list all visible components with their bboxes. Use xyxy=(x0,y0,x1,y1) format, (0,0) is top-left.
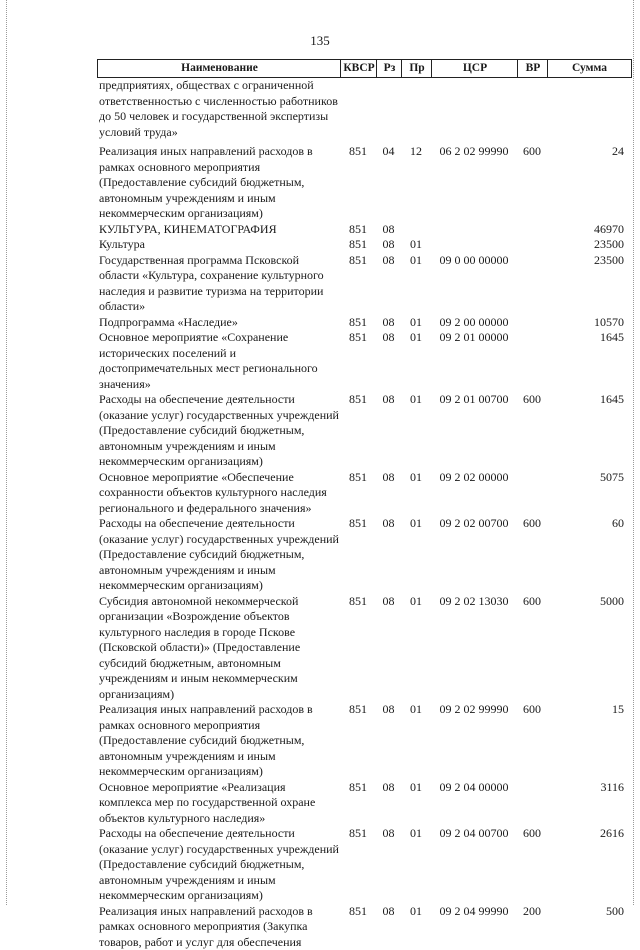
row-csr: 09 2 01 00000 xyxy=(431,330,517,346)
table-row xyxy=(97,702,632,780)
table-header xyxy=(97,59,632,78)
row-vr: 600 xyxy=(517,594,547,610)
row-name: Культура xyxy=(97,237,339,253)
row-sum: 23500 xyxy=(547,237,624,253)
row-kvsr: 851 xyxy=(340,315,376,331)
row-rz: 08 xyxy=(376,222,401,238)
budget-table xyxy=(97,59,632,950)
table-body xyxy=(97,78,632,950)
row-vr: 600 xyxy=(517,392,547,408)
header-sum: Сумма xyxy=(547,60,632,77)
row-name: предприятиях, обществах с ограниченной ответственностью с численностью работников до 50 человек и государственной экспертизы условий труда» xyxy=(97,78,339,140)
row-sum: 5000 xyxy=(547,594,624,610)
row-name: Расходы на обеспечение деятельности (оказание услуг) государственных учреждений (Предоставление субсидий бюджетным, автономным учреждениям и иным некоммерческим организациям) xyxy=(97,516,339,594)
row-csr: 09 2 04 99990 xyxy=(431,904,517,920)
row-name: Расходы на обеспечение деятельности (оказание услуг) государственных учреждений (Предоставление субсидий бюджетным, автономным учреждениям и иным некоммерческим организациям) xyxy=(97,826,339,904)
table-row xyxy=(97,222,632,238)
table-row xyxy=(97,78,632,140)
table-row xyxy=(97,780,632,827)
row-name: КУЛЬТУРА, КИНЕМАТОГРАФИЯ xyxy=(97,222,339,238)
table-row xyxy=(97,594,632,703)
row-kvsr: 851 xyxy=(340,392,376,408)
table-row xyxy=(97,237,632,253)
row-name: Основное мероприятие «Реализация комплекса мер по государственной охране объектов культурного наследия» xyxy=(97,780,339,827)
row-sum: 1645 xyxy=(547,392,624,408)
row-sum: 500 xyxy=(547,904,624,920)
row-csr: 09 2 04 00700 xyxy=(431,826,517,842)
row-kvsr: 851 xyxy=(340,330,376,346)
table-row xyxy=(97,826,632,904)
row-pr: 01 xyxy=(401,780,431,796)
row-pr: 12 xyxy=(401,144,431,160)
row-name: Основное мероприятие «Обеспечение сохранности объектов культурного наследия регионального и федерального значения» xyxy=(97,470,339,517)
row-kvsr: 851 xyxy=(340,516,376,532)
row-rz: 08 xyxy=(376,702,401,718)
row-kvsr: 851 xyxy=(340,826,376,842)
row-name: Реализация иных направлений расходов в рамках основного мероприятия (Закупка товаров, работ и услуг для обеспечения xyxy=(97,904,339,950)
row-kvsr: 851 xyxy=(340,702,376,718)
row-pr: 01 xyxy=(401,237,431,253)
table-row xyxy=(97,904,632,950)
row-pr: 01 xyxy=(401,826,431,842)
row-rz: 08 xyxy=(376,516,401,532)
row-vr: 600 xyxy=(517,702,547,718)
row-rz: 08 xyxy=(376,780,401,796)
row-rz: 08 xyxy=(376,594,401,610)
row-vr: 200 xyxy=(517,904,547,920)
row-kvsr: 851 xyxy=(340,780,376,796)
row-kvsr: 851 xyxy=(340,470,376,486)
row-sum: 15 xyxy=(547,702,624,718)
row-sum: 3116 xyxy=(547,780,624,796)
row-pr: 01 xyxy=(401,594,431,610)
row-name: Подпрограмма «Наследие» xyxy=(97,315,339,331)
row-name: Реализация иных направлений расходов в рамках основного мероприятия (Предоставление субсидий бюджетным, автономным учреждениям и иным некоммерческим организациям) xyxy=(97,702,339,780)
row-name: Основное мероприятие «Сохранение исторических поселений и достопримечательных мест регионального значения» xyxy=(97,330,339,392)
scan-left-edge xyxy=(6,0,8,905)
row-sum: 23500 xyxy=(547,253,624,269)
header-pr: Пр xyxy=(401,60,432,77)
row-pr: 01 xyxy=(401,516,431,532)
row-csr: 09 0 00 00000 xyxy=(431,253,517,269)
row-name: Субсидия автономной некоммерческой организации «Возрождение объектов культурного наследия в городе Пскове (Псковской области)» (Предоставление субсидий бюджетным, автономным учреждениям и иным некоммерческим организациям) xyxy=(97,594,339,703)
table-row xyxy=(97,253,632,315)
row-pr: 01 xyxy=(401,392,431,408)
row-sum: 1645 xyxy=(547,330,624,346)
row-csr: 09 2 02 00000 xyxy=(431,470,517,486)
row-csr: 09 2 04 00000 xyxy=(431,780,517,796)
row-csr: 09 2 02 00700 xyxy=(431,516,517,532)
table-row xyxy=(97,144,632,222)
row-rz: 08 xyxy=(376,904,401,920)
row-kvsr: 851 xyxy=(340,253,376,269)
row-rz: 08 xyxy=(376,470,401,486)
row-csr: 09 2 02 13030 xyxy=(431,594,517,610)
table-row xyxy=(97,315,632,331)
row-pr: 01 xyxy=(401,315,431,331)
row-rz: 08 xyxy=(376,315,401,331)
row-sum: 60 xyxy=(547,516,624,532)
row-name: Государственная программа Псковской области «Культура, сохранение культурного наследия и развитие туризма на территории области» xyxy=(97,253,339,315)
row-name: Расходы на обеспечение деятельности (оказание услуг) государственных учреждений (Предоставление субсидий бюджетным, автономным учреждениям и иным некоммерческим организациям) xyxy=(97,392,339,470)
scan-right-edge xyxy=(633,0,635,905)
row-kvsr: 851 xyxy=(340,904,376,920)
row-sum: 5075 xyxy=(547,470,624,486)
header-vr: ВР xyxy=(517,60,548,77)
row-sum: 46970 xyxy=(547,222,624,238)
row-sum: 24 xyxy=(547,144,624,160)
row-rz: 04 xyxy=(376,144,401,160)
table-row xyxy=(97,516,632,594)
row-vr: 600 xyxy=(517,826,547,842)
table-row xyxy=(97,330,632,392)
row-vr: 600 xyxy=(517,144,547,160)
row-pr: 01 xyxy=(401,330,431,346)
row-csr: 09 2 00 00000 xyxy=(431,315,517,331)
row-sum: 2616 xyxy=(547,826,624,842)
row-csr: 06 2 02 99990 xyxy=(431,144,517,160)
table-row xyxy=(97,470,632,517)
header-rz: Рз xyxy=(376,60,402,77)
header-name: Наименование xyxy=(97,60,341,77)
row-name: Реализация иных направлений расходов в рамках основного мероприятия (Предоставление субсидий бюджетным, автономным учреждениям и иным некоммерческим организациям) xyxy=(97,144,339,222)
row-rz: 08 xyxy=(376,392,401,408)
table-row xyxy=(97,392,632,470)
row-kvsr: 851 xyxy=(340,222,376,238)
row-kvsr: 851 xyxy=(340,144,376,160)
row-pr: 01 xyxy=(401,904,431,920)
row-pr: 01 xyxy=(401,470,431,486)
row-pr: 01 xyxy=(401,702,431,718)
row-sum: 10570 xyxy=(547,315,624,331)
row-pr: 01 xyxy=(401,253,431,269)
header-kvsr: КВСР xyxy=(340,60,377,77)
row-kvsr: 851 xyxy=(340,594,376,610)
page-number: 135 xyxy=(0,33,640,49)
row-rz: 08 xyxy=(376,237,401,253)
row-kvsr: 851 xyxy=(340,237,376,253)
row-rz: 08 xyxy=(376,253,401,269)
header-csr: ЦСР xyxy=(431,60,518,77)
row-rz: 08 xyxy=(376,330,401,346)
row-csr: 09 2 02 99990 xyxy=(431,702,517,718)
row-vr: 600 xyxy=(517,516,547,532)
row-rz: 08 xyxy=(376,826,401,842)
row-csr: 09 2 01 00700 xyxy=(431,392,517,408)
